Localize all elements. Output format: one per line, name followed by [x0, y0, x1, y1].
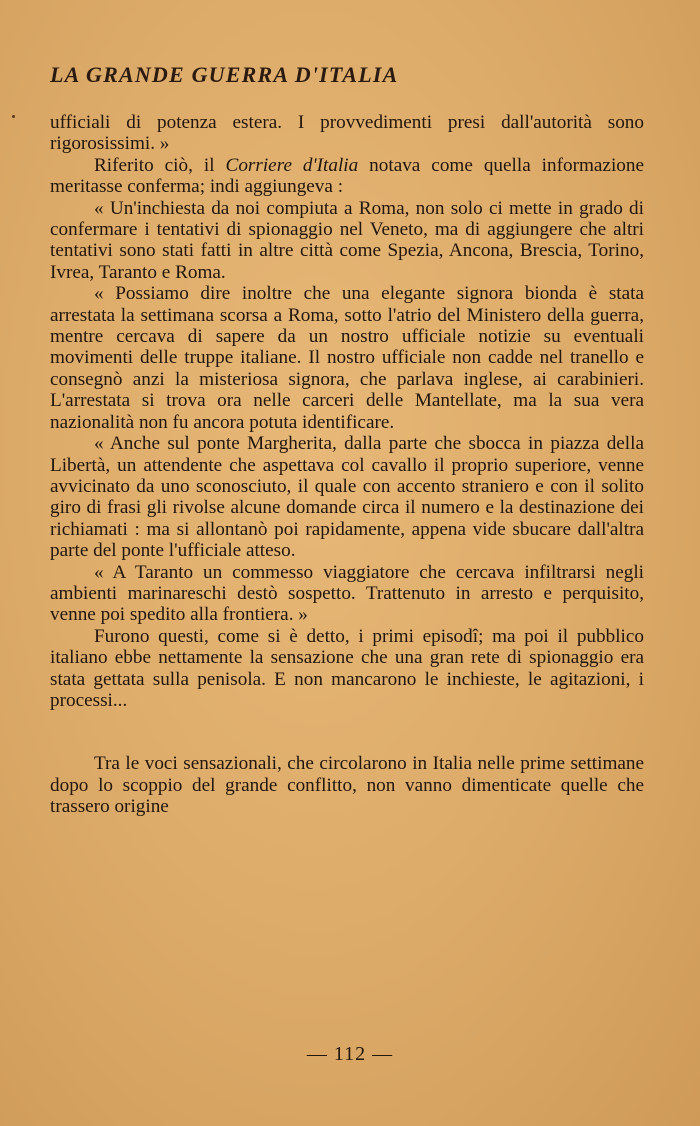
- text-segment: « Possiamo dire inoltre che una elegante signora bionda è stata arrestata la settimana scorsa a Roma, sotto l'atrio del Ministero della guerra, mentre cercava di sapere da un nostro ufficiale notizie su eventuali movimenti delle truppe italiane. Il nostro ufficiale non cadde nel tranello e consegnò anzi la misteriosa signora, che parlava inglese, ai carabinieri. L'arrestata si trova ora nelle carceri delle Mantellate, ma la sua vera nazionalità non fu ancora potuta identificare.: [50, 283, 644, 433]
- paragraph: [50, 626, 644, 712]
- paragraph: [50, 283, 644, 433]
- text-segment: « A Taranto un commesso viaggiatore che cercava infiltrarsi negli ambienti marinareschi destò sospetto. Trattenuto in arresto e perquisito, venne poi spedito alla frontiera. »: [50, 561, 644, 626]
- page-number: — 112 —: [306, 1043, 394, 1065]
- text-segment: notava come quella informazione meritasse conferma; indi aggiungeva :: [50, 154, 644, 198]
- paragraph: [50, 753, 644, 817]
- text-segment: « Un'inchiesta da noi compiuta a Roma, non solo ci mette in grado di confermare i tentativi di spionaggio nel Veneto, ma di aggiungere che altri tentativi sono stati fatti in altre città come Spezia, Ancona, Brescia, Torino, Ivrea, Taranto e Roma.: [50, 197, 644, 283]
- running-header: LA GRANDE GUERRA D'ITALIA: [50, 62, 399, 87]
- paragraph: [50, 562, 644, 626]
- text-segment: Riferito ciò, il: [94, 154, 226, 176]
- paragraph: [50, 433, 644, 561]
- paragraph: [50, 155, 644, 198]
- text-segment: ufficiali di potenza estera. I provvedimenti presi dall'autorità sono rigorosissimi. »: [50, 112, 644, 155]
- newspaper-title: Corriere d'Italia: [225, 154, 359, 176]
- paragraph: [50, 198, 644, 284]
- text-segment: Tra le voci sensazionali, che circolarono in Italia nelle prime settimane dopo lo scoppio del grande conflitto, non vanno dimenticate quelle che trassero origine: [50, 753, 644, 818]
- text-segment: « Anche sul ponte Margherita, dalla parte che sbocca in piazza della Libertà, un attendente che aspettava col cavallo il proprio superiore, venne avvicinato da uno sconosciuto, il quale con accento straniero e con il solito giro di frasi gli rivolse alcune domande circa il numero e la destinazione dei richiamati : ma si allontanò poi rapidamente, appena vide sbucare dall'altra parte del ponte l'ufficiale atteso.: [50, 433, 644, 562]
- margin-mark: [12, 115, 15, 118]
- text-segment: Furono questi, come si è detto, i primi episodî; ma poi il pubblico italiano ebbe nettamente la sensazione che una gran rete di spionaggio era stata gettata sulla penisola. E non mancarono le inchieste, le agitazioni, i processi...: [50, 625, 644, 711]
- body-text: [50, 112, 644, 818]
- paragraph: [50, 112, 644, 155]
